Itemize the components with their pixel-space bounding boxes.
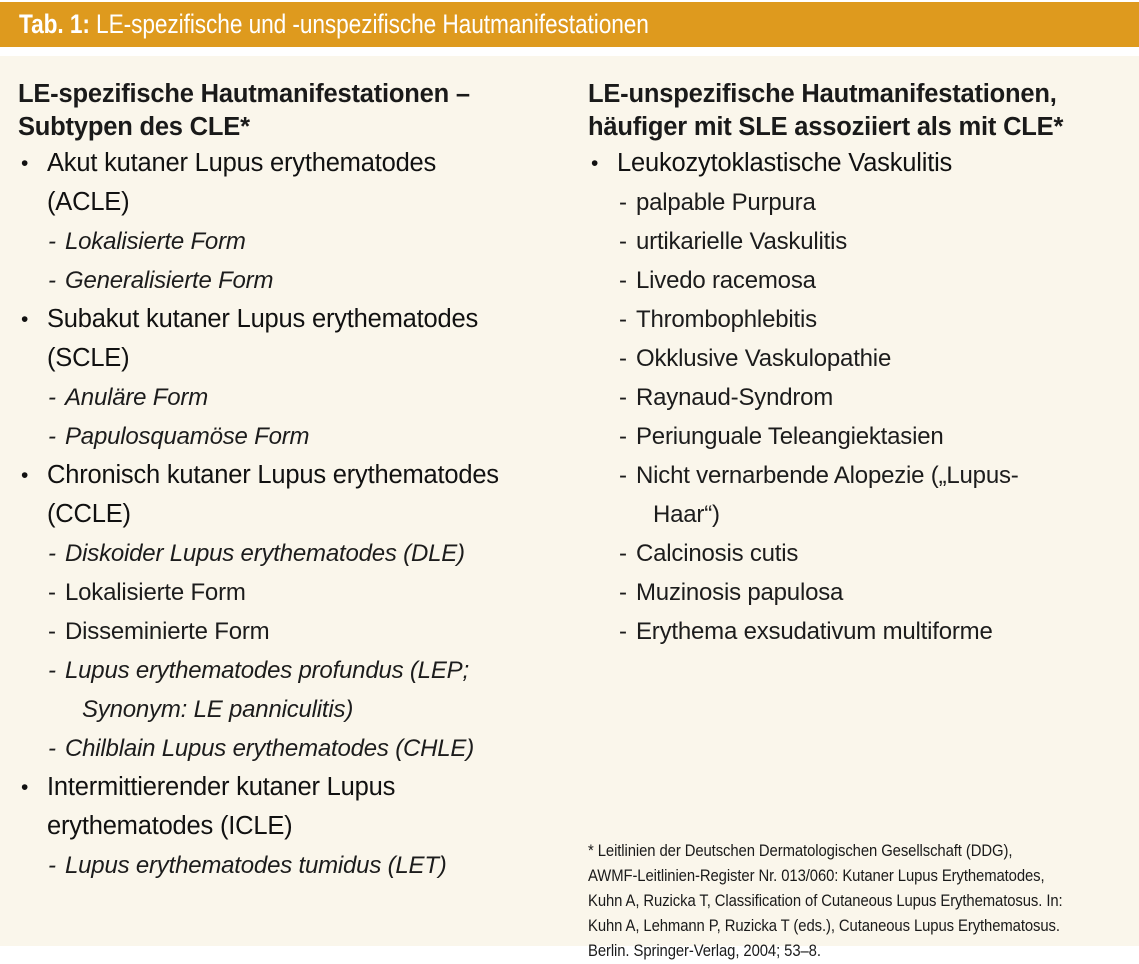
item-text: Lupus erythematodes tumidus (LET) <box>65 852 447 879</box>
right-column-heading <box>588 56 1128 144</box>
left-dash-item <box>18 417 574 456</box>
right-heading-line-1: LE-unspezifische Hautmanifestationen, <box>588 80 1057 108</box>
footnote-line: Kuhn A, Ruzicka T, Classification of Cutaneous Lupus Erythematosus. In: <box>588 892 1063 910</box>
left-dash-item <box>18 729 574 768</box>
left-dash-item <box>18 573 574 612</box>
right-dash-item <box>588 612 1128 651</box>
item-text: Erythema exsudativum multiforme <box>636 618 993 645</box>
footnote <box>588 839 1128 964</box>
left-column-heading <box>18 56 574 144</box>
item-text: Calcinosis cutis <box>636 540 799 567</box>
item-text-line-2: (CCLE) <box>47 500 131 528</box>
left-heading-line-1: LE-spezifische Hautmanifestationen – <box>18 80 470 108</box>
left-dash-item <box>18 534 574 573</box>
left-bullet-item <box>18 144 574 222</box>
right-column-list <box>588 144 1128 651</box>
left-dash-item <box>18 846 574 885</box>
item-text: Generalisierte Form <box>65 267 274 294</box>
item-text: Disseminierte Form <box>65 618 270 645</box>
right-dash-item <box>588 300 1128 339</box>
left-heading-line-2: Subtypen des CLE* <box>18 113 250 141</box>
table-title: LE-spezifische und -unspezifische Hautmanifestationen <box>89 9 649 39</box>
right-dash-item <box>588 222 1128 261</box>
table-header-text <box>19 11 649 38</box>
item-text: urtikarielle Vaskulitis <box>636 228 848 255</box>
item-text-line-2: (SCLE) <box>47 344 130 372</box>
item-text-line-2: Synonym: LE panniculitis) <box>82 696 354 723</box>
item-text: Okklusive Vaskulopathie <box>636 345 892 372</box>
item-text-line-2: erythematodes (ICLE) <box>47 812 293 840</box>
item-text: Livedo racemosa <box>636 267 816 294</box>
left-column <box>18 56 574 885</box>
right-dash-item <box>588 378 1128 417</box>
item-text-line-1: • Intermittierender kutaner Lupus <box>47 773 396 801</box>
right-bullet-item <box>588 144 1128 183</box>
left-bullet-item <box>18 768 574 846</box>
item-text: Diskoider Lupus erythematodes (DLE) <box>65 540 465 567</box>
right-dash-item <box>588 339 1128 378</box>
right-dash-item <box>588 183 1128 222</box>
right-dash-item <box>588 417 1128 456</box>
right-dash-item <box>588 456 1128 534</box>
item-text: palpable Purpura <box>636 189 816 216</box>
left-bullet-item <box>18 456 574 534</box>
left-dash-item <box>18 612 574 651</box>
item-text-line-1: • Akut kutaner Lupus erythematodes <box>47 149 437 177</box>
right-column <box>588 56 1128 651</box>
item-text: Lokalisierte Form <box>65 228 246 255</box>
right-dash-item <box>588 573 1128 612</box>
right-heading-line-2: häufiger mit SLE assoziiert als mit CLE* <box>588 113 1064 141</box>
table-body <box>0 56 1139 960</box>
table-number-label: Tab. 1: <box>19 9 90 39</box>
right-dash-item <box>588 261 1128 300</box>
footnote-line: Berlin. Springer-Verlag, 2004; 53–8. <box>588 942 821 960</box>
item-text: Lokalisierte Form <box>65 579 246 606</box>
item-text: Muzinosis papulosa <box>636 579 844 606</box>
left-dash-item <box>18 222 574 261</box>
left-column-list <box>18 144 574 885</box>
left-bullet-item <box>18 300 574 378</box>
item-text: Thrombophlebitis <box>636 306 817 333</box>
left-dash-item <box>18 651 574 729</box>
item-text: Chilblain Lupus erythematodes (CHLE) <box>65 735 475 762</box>
item-text-line-1: - Lupus erythematodes profundus (LEP; <box>65 657 469 684</box>
item-text: Raynaud-Syndrom <box>636 384 834 411</box>
footnote-line: Kuhn A, Lehmann P, Ruzicka T (eds.), Cutaneous Lupus Erythematosus. <box>588 917 1060 935</box>
item-text-line-1: • Leukozytoklastische Vaskulitis <box>617 149 953 177</box>
left-dash-item <box>18 261 574 300</box>
item-text-line-1: • Chronisch kutaner Lupus erythematodes <box>47 461 499 489</box>
right-dash-item <box>588 534 1128 573</box>
item-text-line-2: Haar“) <box>653 501 720 528</box>
item-text-line-1: • Subakut kutaner Lupus erythematodes <box>47 305 479 333</box>
left-dash-item <box>18 378 574 417</box>
footnote-line: * Leitlinien der Deutschen Dermatologischen Gesellschaft (DDG), <box>588 842 1013 860</box>
item-text: Papulosquamöse Form <box>65 423 310 450</box>
footnote-line: AWMF-Leitlinien-Register Nr. 013/060: Kutaner Lupus Erythematodes, <box>588 867 1045 885</box>
item-text: Anuläre Form <box>65 384 208 411</box>
table-header-bar <box>0 2 1139 47</box>
item-text: Periunguale Teleangiektasien <box>636 423 944 450</box>
item-text-line-1: - Nicht vernarbende Alopezie („Lupus- <box>636 462 1019 489</box>
item-text-line-2: (ACLE) <box>47 188 130 216</box>
